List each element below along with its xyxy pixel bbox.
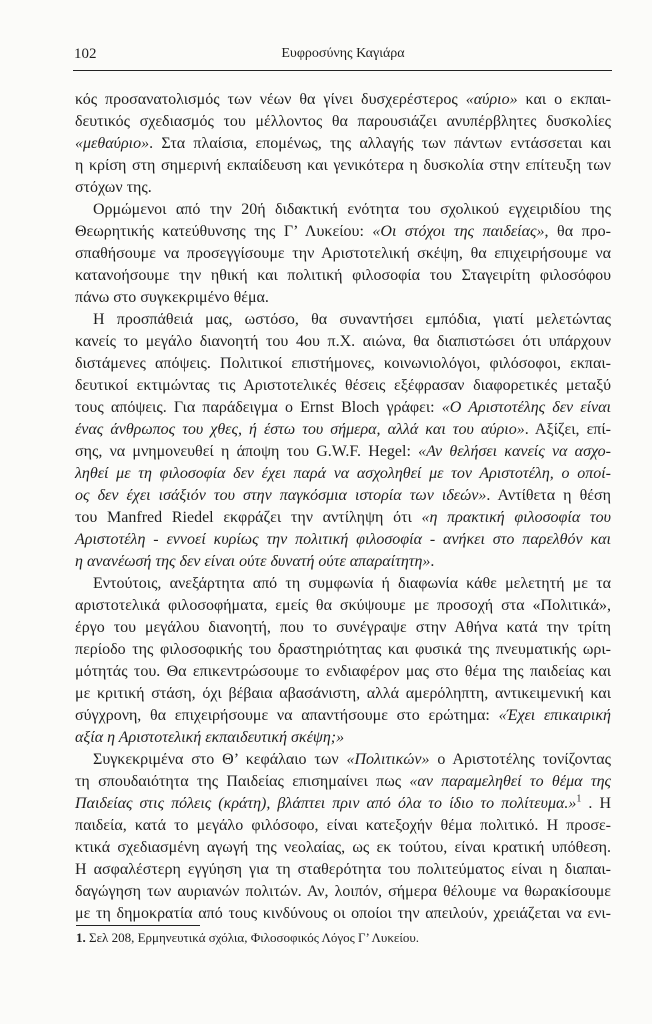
text-line	[75, 133, 611, 155]
text-line	[75, 485, 611, 507]
text-line	[75, 903, 611, 925]
italic-quote-text: «Αν θελήσει κανείς να ασχο-	[418, 443, 611, 460]
text-run: με τη δημοκρατία από τους κινδύνους οι οποίοι την απειλούν, χρειάζεται να ενι-	[75, 905, 611, 922]
paragraph	[75, 309, 611, 573]
paragraph	[75, 89, 611, 199]
footnote-number: 1.	[76, 930, 86, 945]
text-line	[75, 595, 611, 617]
text-run: ο Αριστοτέλης τονίζοντας	[429, 751, 611, 768]
italic-quote-text: «η πρακτική φιλοσοφία του	[421, 509, 611, 526]
text-line	[75, 243, 611, 265]
text-run: στόχων της.	[75, 179, 152, 196]
text-run: πάνω στο συγκεκριμένο θέμα.	[75, 289, 269, 306]
text-run: . Η	[581, 795, 612, 812]
text-line	[75, 749, 611, 771]
italic-quote-text: ένας άνθρωπος του χθες, ή έστω του σήμερα, αλλά και του αύριο»	[75, 421, 525, 438]
footnote	[76, 930, 419, 946]
text-line	[75, 573, 611, 595]
text-line	[75, 155, 611, 177]
text-run: κτικά σχεδιασμένη αγωγή της νεολαίας, ως εκ τούτου, είναι κρατική υπόθεση.	[75, 839, 611, 856]
text-line	[75, 705, 611, 727]
text-line	[75, 793, 611, 815]
text-run: διστάμενες απόψεις. Πολιτικοί επιστήμονες, κοινωνιολόγοι, φιλόσοφοι, εκπαι-	[75, 355, 611, 372]
text-line	[75, 89, 611, 111]
text-run: μότητάς του. Θα επικεντρώσουμε το ενδιαφέρον μας στο θέμα της παιδείας και	[75, 663, 611, 680]
text-run: δαγώγηση των αυριανών πολιτών. Αν, λοιπόν, σήμερα θέλουμε να θωρακίσουμε	[75, 883, 611, 900]
text-run: Συγκεκριμένα στο Θ’ κεφάλαιο των	[93, 751, 347, 768]
text-line	[75, 353, 611, 375]
text-line	[75, 617, 611, 639]
text-line	[75, 837, 611, 859]
text-run: κατανοήσουμε την ηθική και πολιτική φιλοσοφία του Σταγειρίτη φιλοσόφου	[75, 267, 611, 284]
text-run: του Manfred Riedel εκφράζει την αντίληψη ότι	[75, 509, 422, 526]
text-run: δευτικός σχεδιασμός του μέλλοντος θα παρουσιάζει ανυπέρβλητες δυσκολίες	[75, 113, 611, 130]
text-run: κός προσανατολισμός των νέων θα γίνει δυσχερέστερος	[75, 91, 466, 108]
text-run: .	[430, 553, 435, 570]
text-run: σπαθήσουμε να προσεγγίσουμε την Αριστοτελική σκέψη, θα επιχειρήσουμε να	[75, 245, 611, 262]
text-line	[75, 507, 611, 529]
text-run: περίοδο της φιλοσοφικής του δραστηριότητας και φυσικά της πνευματικής ωρι-	[75, 641, 611, 658]
text-line	[75, 177, 611, 199]
text-line	[75, 331, 611, 353]
italic-quote-text: ληθεί με τη φιλοσοφία δεν έχει παρά να ασχοληθεί με τον Αριστοτέλη, ο οποί-	[75, 465, 611, 482]
page-number: 102	[74, 46, 97, 62]
text-run: σύγχρονη, θα επιχειρήσουμε να απαντήσουμε στο ερώτημα:	[75, 707, 499, 724]
text-run: με κριτική στάση, όχι βέβαια αβασάνιστη, αλλά αμερόληπτη, αντικειμενική και	[75, 685, 611, 702]
text-line	[75, 221, 611, 243]
italic-quote-text: Αριστοτέλη - εννοεί κυρίως την πολιτική φιλοσοφία - ανήκει στο παρελθόν και	[75, 531, 611, 548]
text-line	[75, 683, 611, 705]
text-run: αριστοτελικά φιλοσοφήματα, εμείς θα σκύψουμε με προσοχή στα «Πολιτικά»,	[75, 597, 611, 614]
italic-quote-text: αξία η Αριστοτελική εκπαιδευτική σκέψη;»	[75, 729, 345, 746]
text-line	[75, 463, 611, 485]
text-line	[75, 397, 611, 419]
text-run: δευτικοί εκτιμώντας τις Αριστοτελικές θέσεις εξέφρασαν διαφορετικές μεταξύ	[75, 377, 611, 394]
text-run: και ο εκπαι-	[517, 91, 611, 108]
text-line	[75, 661, 611, 683]
text-run: έργο του μεγάλου διανοητή, που το συνέγραψε στην Αθήνα κατά την τρίτη	[75, 619, 611, 636]
italic-quote-text: η ανανέωσή της δεν είναι ούτε δυνατή ούτε απαραίτητη»	[75, 553, 431, 570]
paragraph	[75, 199, 611, 309]
text-line	[75, 881, 611, 903]
text-line	[75, 727, 611, 749]
text-run: . Στα πλαίσια, επομένως, της αλλαγής των πάντων εντάσσεται και	[149, 135, 611, 152]
text-line	[75, 419, 611, 441]
text-run: . Αντίθετα η θέση	[486, 487, 611, 504]
text-run: Εντούτοις, ανεξάρτητα από τη συμφωνία ή διαφωνία κάθε μελετητή με τα	[93, 575, 611, 592]
running-head-author: Ευφροσύνης Καγιάρα	[281, 46, 405, 61]
text-run: σης, να μνημονευθεί η άποψη του G.W.F. Hegel:	[75, 443, 419, 460]
italic-quote-text: ος δεν έχει ισάξιόν του στην παγκόσμια ιστορία των ιδεών»	[75, 487, 487, 504]
paragraph	[75, 573, 611, 749]
text-run: τους απόψεις. Για παράδειγμα ο Ernst Bloch γράφει:	[75, 399, 442, 416]
text-line	[75, 199, 611, 221]
header-rule	[73, 70, 612, 71]
italic-quote-text: «αύριο»	[465, 91, 518, 108]
text-line	[75, 639, 611, 661]
italic-quote-text: «Ο Αριστοτέλης δεν είναι	[441, 399, 612, 416]
text-line	[75, 551, 611, 573]
text-line	[75, 111, 611, 133]
text-line	[75, 287, 611, 309]
text-line	[75, 309, 611, 331]
text-line	[75, 529, 611, 551]
text-line	[75, 859, 611, 881]
italic-quote-text: «Οι στόχοι της παιδείας»	[372, 223, 545, 240]
italic-quote-text: «Πολιτικών»	[346, 751, 430, 768]
text-run: , θα προ-	[544, 223, 611, 240]
text-run: Θεωρητικής κατεύθυνσης της Γ’ Λυκείου:	[75, 223, 373, 240]
text-run: Η ασφαλέστερη εγγύηση για τη σταθερότητα του πολιτεύματος είναι η διαπαι-	[75, 861, 611, 878]
text-line	[75, 441, 611, 463]
italic-quote-text: «αν παραμεληθεί το θέμα της	[409, 773, 611, 790]
text-line	[75, 815, 611, 837]
text-run: η κρίση στη σημερινή εκπαίδευση και γενικότερα η δυσκολία στην επίτευξη των	[75, 157, 611, 174]
text-line	[75, 265, 611, 287]
text-run: τη σπουδαιότητα της Παιδείας επισημαίνει πως	[75, 773, 410, 790]
footnote-reference: 1	[576, 793, 582, 805]
text-run: . Αξίζει, επί-	[524, 421, 612, 438]
footnote-rule	[76, 925, 200, 926]
italic-quote-text: «Έχει επικαιρική	[498, 707, 611, 724]
text-run: παιδεία, κατά το μεγάλο φιλόσοφο, είναι κατεξοχήν θέμα πολιτικό. Η προσε-	[75, 817, 611, 834]
paragraph	[75, 749, 611, 925]
text-run: Ορμώμενοι από την 20ή διδακτική ενότητα του σχολικού εγχειριδίου της	[93, 201, 611, 218]
italic-quote-text: «μεθαύριο»	[75, 135, 150, 152]
text-line	[75, 375, 611, 397]
page-header	[74, 46, 612, 68]
body-text	[75, 89, 611, 925]
italic-quote-text: Παιδείας στις πόλεις (κράτη), βλάπτει πριν από όλα το ίδιο το πολίτευμα.»	[75, 795, 577, 812]
footnote-text: Σελ 208, Ερμηνευτικά σχόλια, Φιλοσοφικός Λόγος Γ’ Λυκείου.	[85, 930, 420, 945]
text-run: κανείς το μεγάλο διανοητή του 4ου π.Χ. αιώνα, θα διαπιστώσει ότι υπάρχουν	[75, 333, 611, 350]
text-run: Η προσπάθειά μας, ωστόσο, θα συναντήσει εμπόδια, γιατί μελετώντας	[93, 311, 611, 328]
text-line	[75, 771, 611, 793]
